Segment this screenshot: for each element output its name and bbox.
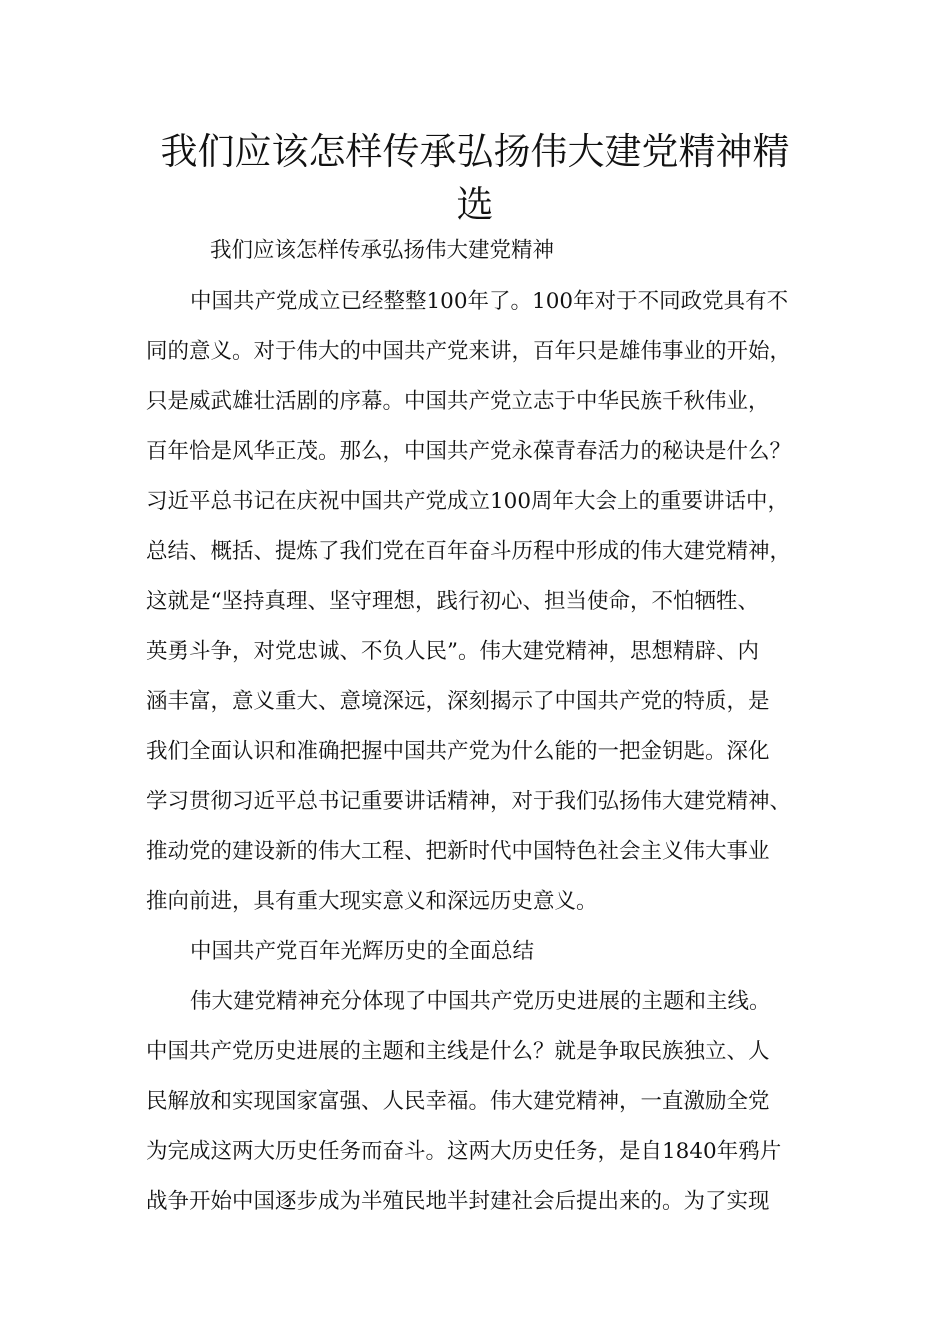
paragraph-line: 这就是“坚持真理、坚守理想，践行初心、担当使命，不怕牺牲、 [146, 589, 759, 614]
paragraph-line: 涵丰富，意义重大、意境深远，深刻揭示了中国共产党的特质，是 [146, 689, 770, 714]
paragraph-line: 只是威武雄壮活剧的序幕。中国共产党立志于中华民族千秋伟业， [146, 389, 770, 414]
paragraph-line: 总结、概括、提炼了我们党在百年奋斗历程中形成的伟大建党精神， [146, 539, 792, 564]
paragraph-line: 同的意义。对于伟大的中国共产党来讲，百年只是雄伟事业的开始， [146, 339, 792, 364]
paragraph-line: 伟大建党精神充分体现了中国共产党历史进展的主题和主线。 [190, 989, 771, 1014]
paragraph-line: 英勇斗争，对党忠诚、不负人民”。伟大建党精神，思想精辟、内 [146, 639, 759, 664]
paragraph-line: 中国共产党历史进展的主题和主线是什么？就是争取民族独立、人 [146, 1039, 770, 1064]
paragraph-line: 战争开始中国逐步成为半殖民地半封建社会后提出来的。为了实现 [146, 1189, 770, 1214]
paragraph-line: 习近平总书记在庆祝中国共产党成立100周年大会上的重要讲话中， [146, 489, 790, 514]
paragraph-line: 为完成这两大历史任务而奋斗。这两大历史任务，是自1840年鸦片 [146, 1139, 782, 1164]
paragraph-line: 学习贯彻习近平总书记重要讲话精神，对于我们弘扬伟大建党精神、 [146, 789, 792, 814]
paragraph-line: 中国共产党成立已经整整100年了。100年对于不同政党具有不 [190, 289, 789, 314]
paragraph-line: 推动党的建设新的伟大工程、把新时代中国特色社会主义伟大事业 [146, 839, 770, 864]
paragraph-line: 推向前进，具有重大现实意义和深远历史意义。 [146, 889, 598, 914]
document-title-line-2: 选 [456, 183, 494, 226]
document-title-line-1: 我们应该怎样传承弘扬伟大建党精神精 [160, 130, 790, 173]
paragraph-line: 百年恰是风华正茂。那么，中国共产党永葆青春活力的秘诀是什么？ [146, 439, 792, 464]
paragraph-line: 我们全面认识和准确把握中国共产党为什么能的一把金钥匙。深化 [146, 739, 770, 764]
document-subtitle: 我们应该怎样传承弘扬伟大建党精神 [210, 238, 555, 263]
paragraph-line: 民解放和实现国家富强、人民幸福。伟大建党精神，一直激励全党 [146, 1089, 770, 1114]
section-heading: 中国共产党百年光辉历史的全面总结 [190, 939, 535, 964]
